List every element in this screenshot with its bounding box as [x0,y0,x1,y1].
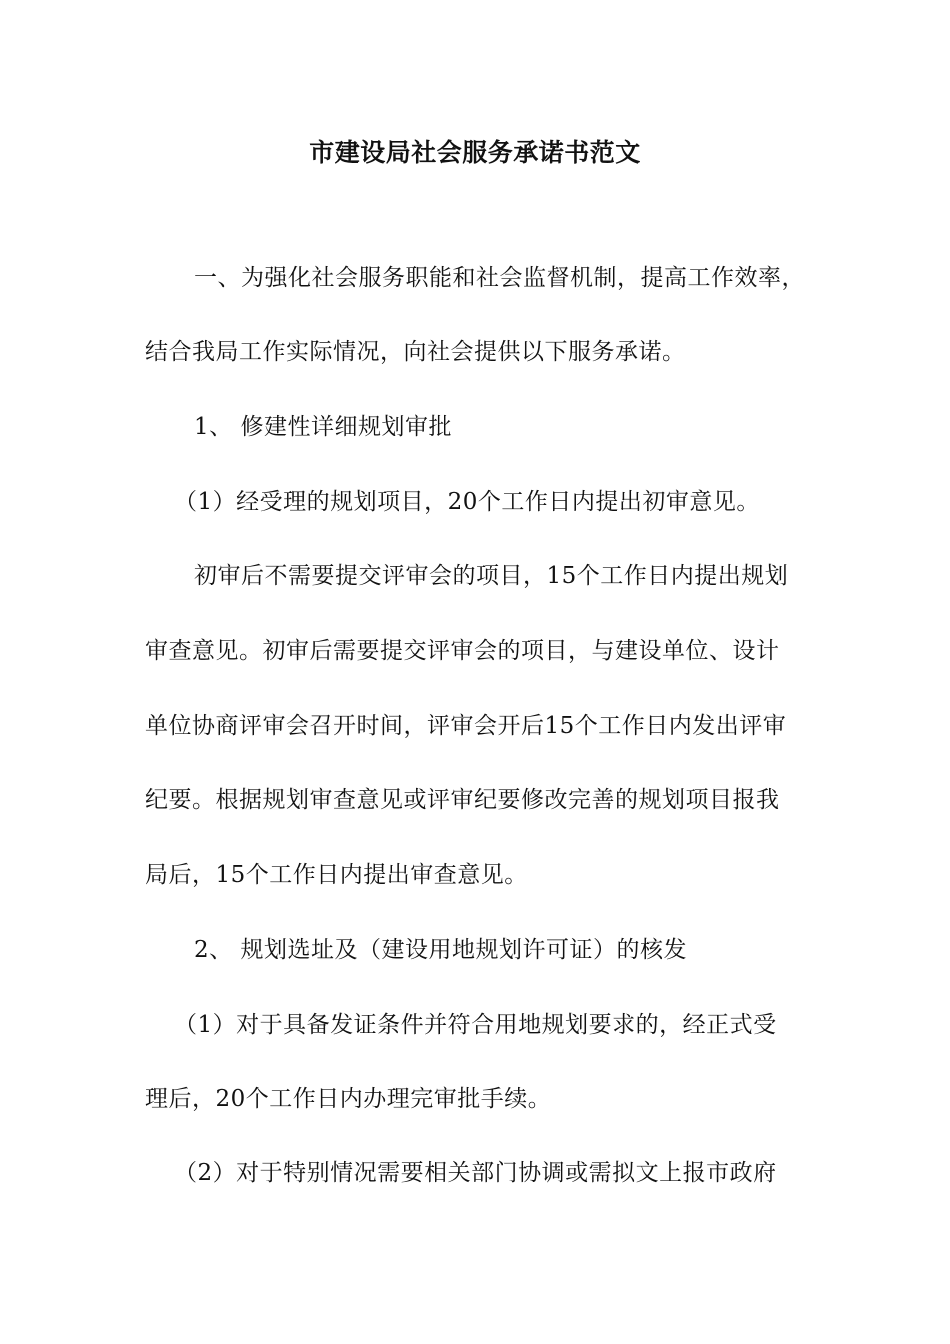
paragraph-line: （2）对于特别情况需要相关部门协调或需拟文上报市政府 [174,1160,777,1186]
paragraph-line: 单位协商评审会召开时间，评审会开后15个工作日内发出评审 [145,713,787,739]
paragraph-line: 局后，15个工作日内提出审查意见。 [145,862,528,888]
paragraph-line: 初审后不需要提交评审会的项目，15个工作日内提出规划 [194,563,789,589]
paragraph-line: 审查意见。初审后需要提交评审会的项目，与建设单位、设计 [145,638,780,664]
paragraph-line: 理后，20个工作日内办理完审批手续。 [145,1086,552,1112]
paragraph-line: （1）对于具备发证条件并符合用地规划要求的，经正式受 [174,1012,777,1038]
paragraph-line: 一、为强化社会服务职能和社会监督机制，提高工作效率， [194,265,805,291]
paragraph-line: 结合我局工作实际情况，向社会提供以下服务承诺。 [145,339,686,365]
paragraph-line: 纪要。根据规划审查意见或评审纪要修改完善的规划项目报我 [145,787,780,813]
document-title: 市建设局社会服务承诺书范文 [309,138,641,167]
paragraph-line: （1）经受理的规划项目，20个工作日内提出初审意见。 [174,489,760,515]
section-heading: 1、 修建性详细规划审批 [194,414,452,440]
section-heading: 2、 规划选址及（建设用地规划许可证）的核发 [194,937,687,963]
